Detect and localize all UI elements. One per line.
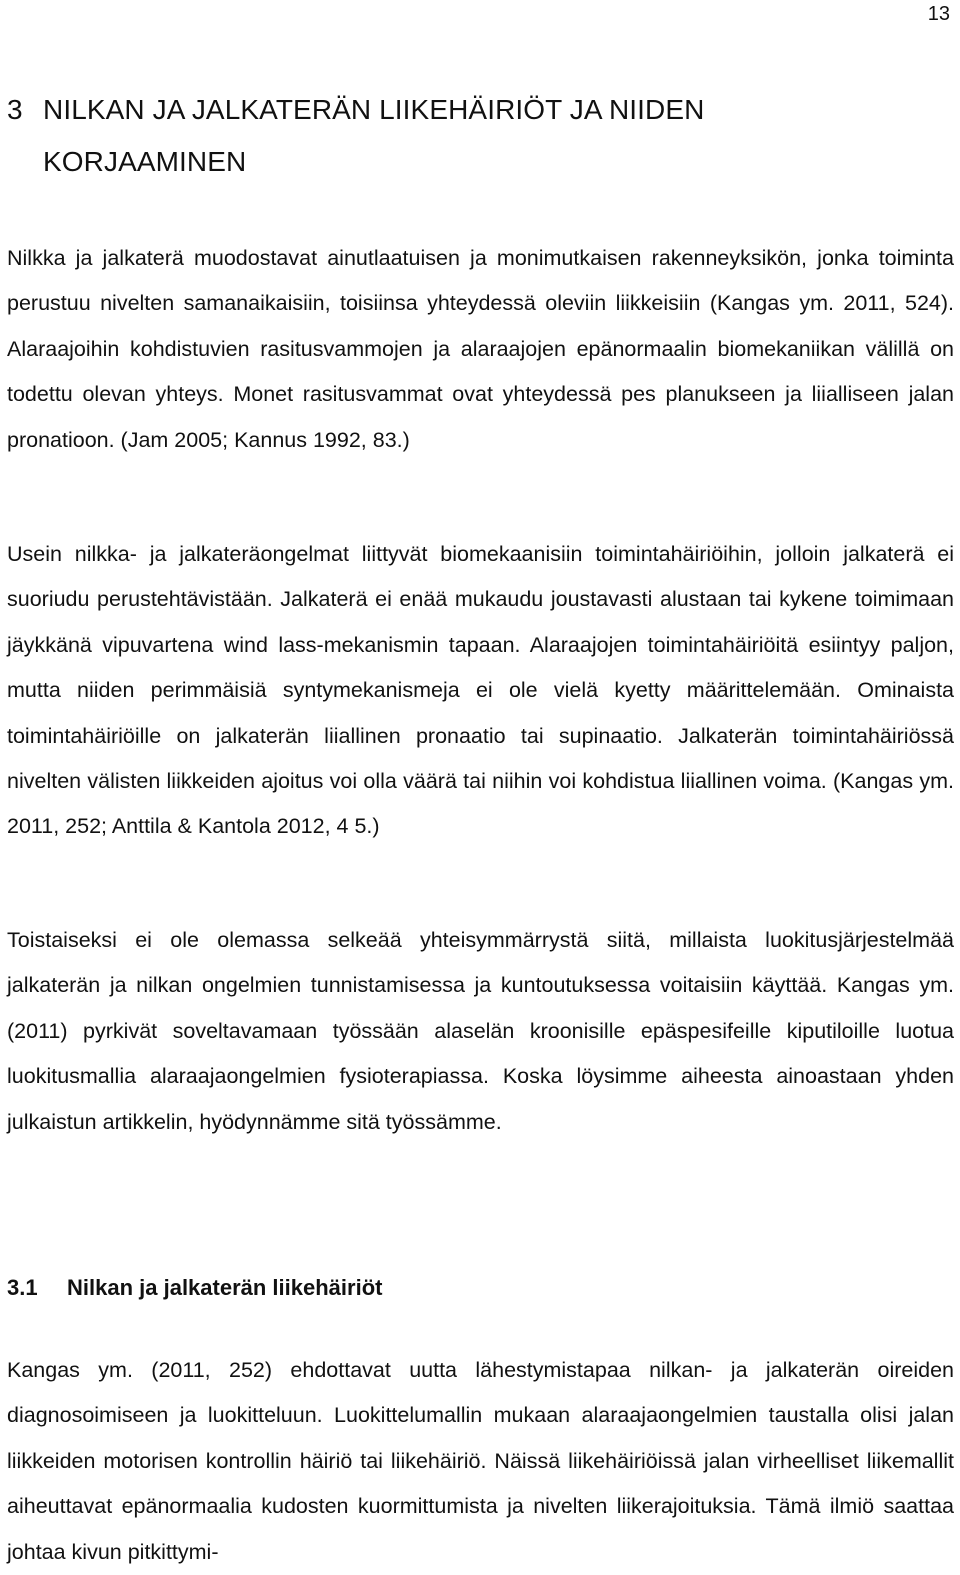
body-paragraph-1: Nilkka ja jalkaterä muodostavat ainutlaatuisen ja monimutkaisen rakenneyksikön, jonka toiminta perustuu nivelten samanaikaisiin, toisiinsa yhteydessä oleviin liikkeisiin (Kangas ym. 2011, 524). Alaraajoihin kohdistuvien rasitusvammojen ja alaraajojen epänormaalin biomekaniikan välillä on todettu olevan yhteys. Monet rasitusvammat ovat yhteydessä pes planukseen ja liialliseen jalan pronatioon. (Jam 2005; Kannus 1992, 83.) <box>7 246 954 452</box>
chapter-title-line1: NILKAN JA JALKATERÄN LIIKEHÄIRIÖT JA NIIDEN <box>43 94 705 125</box>
section-heading <box>7 1272 382 1304</box>
section-number: 3.1 <box>7 1275 38 1300</box>
section-title: Nilkan ja jalkaterän liikehäiriöt <box>67 1275 383 1300</box>
chapter-heading <box>7 84 947 188</box>
body-paragraph-3: Toistaiseksi ei ole olemassa selkeää yhteisymmärrystä siitä, millaista luokitusjärjestelmää jalkaterän ja nilkan ongelmien tunnistamisessa ja kuntoutuksessa voitaisiin käyttää. Kangas ym. (2011) pyrkivät soveltavamaan työssään alaselän kroonisille epäspesifeille kiputiloille luotua luokitusmallia alaraajaongelmien fysioterapiassa. Koska löysimme aiheesta ainoastaan yhden julkaistun artikkelin, hyödynnämme sitä työssämme. <box>7 928 954 1134</box>
chapter-number: 3 <box>7 94 23 125</box>
body-paragraph-2: Usein nilkka- ja jalkateräongelmat liittyvät biomekaanisiin toimintahäiriöihin, jolloin jalkaterä ei suoriudu perustehtävistään. Jalkaterä ei enää mukaudu joustavasti alustaan tai kykene toimimaan jäykkänä vipuvartena wind lass-mekanismin tapaan. Alaraajojen toimintahäiriöitä esiintyy paljon, mutta niiden perimmäisiä syntymekanismeja ei ole vielä kyetty määrittelemään. Ominaista toimintahäiriöille on jalkaterän liiallinen pronaatio tai supinaatio. Jalkaterän toimintahäiriössä nivelten välisten liikkeiden ajoitus voi olla väärä tai niihin voi kohdistua liiallinen voima. (Kangas ym. 2011, 252; Anttila & Kantola 2012, 4 5.) <box>7 542 954 839</box>
section-paragraph: Kangas ym. (2011, 252) ehdottavat uutta lähestymistapaa nilkan- ja jalkaterän oireiden diagnosoimiseen ja luokitteluun. Luokittelumallin mukaan alaraajaongelmien taustalla olisi jalan liikkeiden motorisen kontrollin häiriö tai liikehäiriö. Näissä liikehäiriöissä jalan virheelliset liikemallit aiheuttavat epänormaalia kudosten kuormittumista ja nivelten liikerajoituksia. Tämä ilmiö saattaa johtaa kivun pitkittymi- <box>7 1358 954 1564</box>
page-number: 13 <box>927 3 950 25</box>
chapter-title-line2: KORJAAMINEN <box>43 146 247 177</box>
